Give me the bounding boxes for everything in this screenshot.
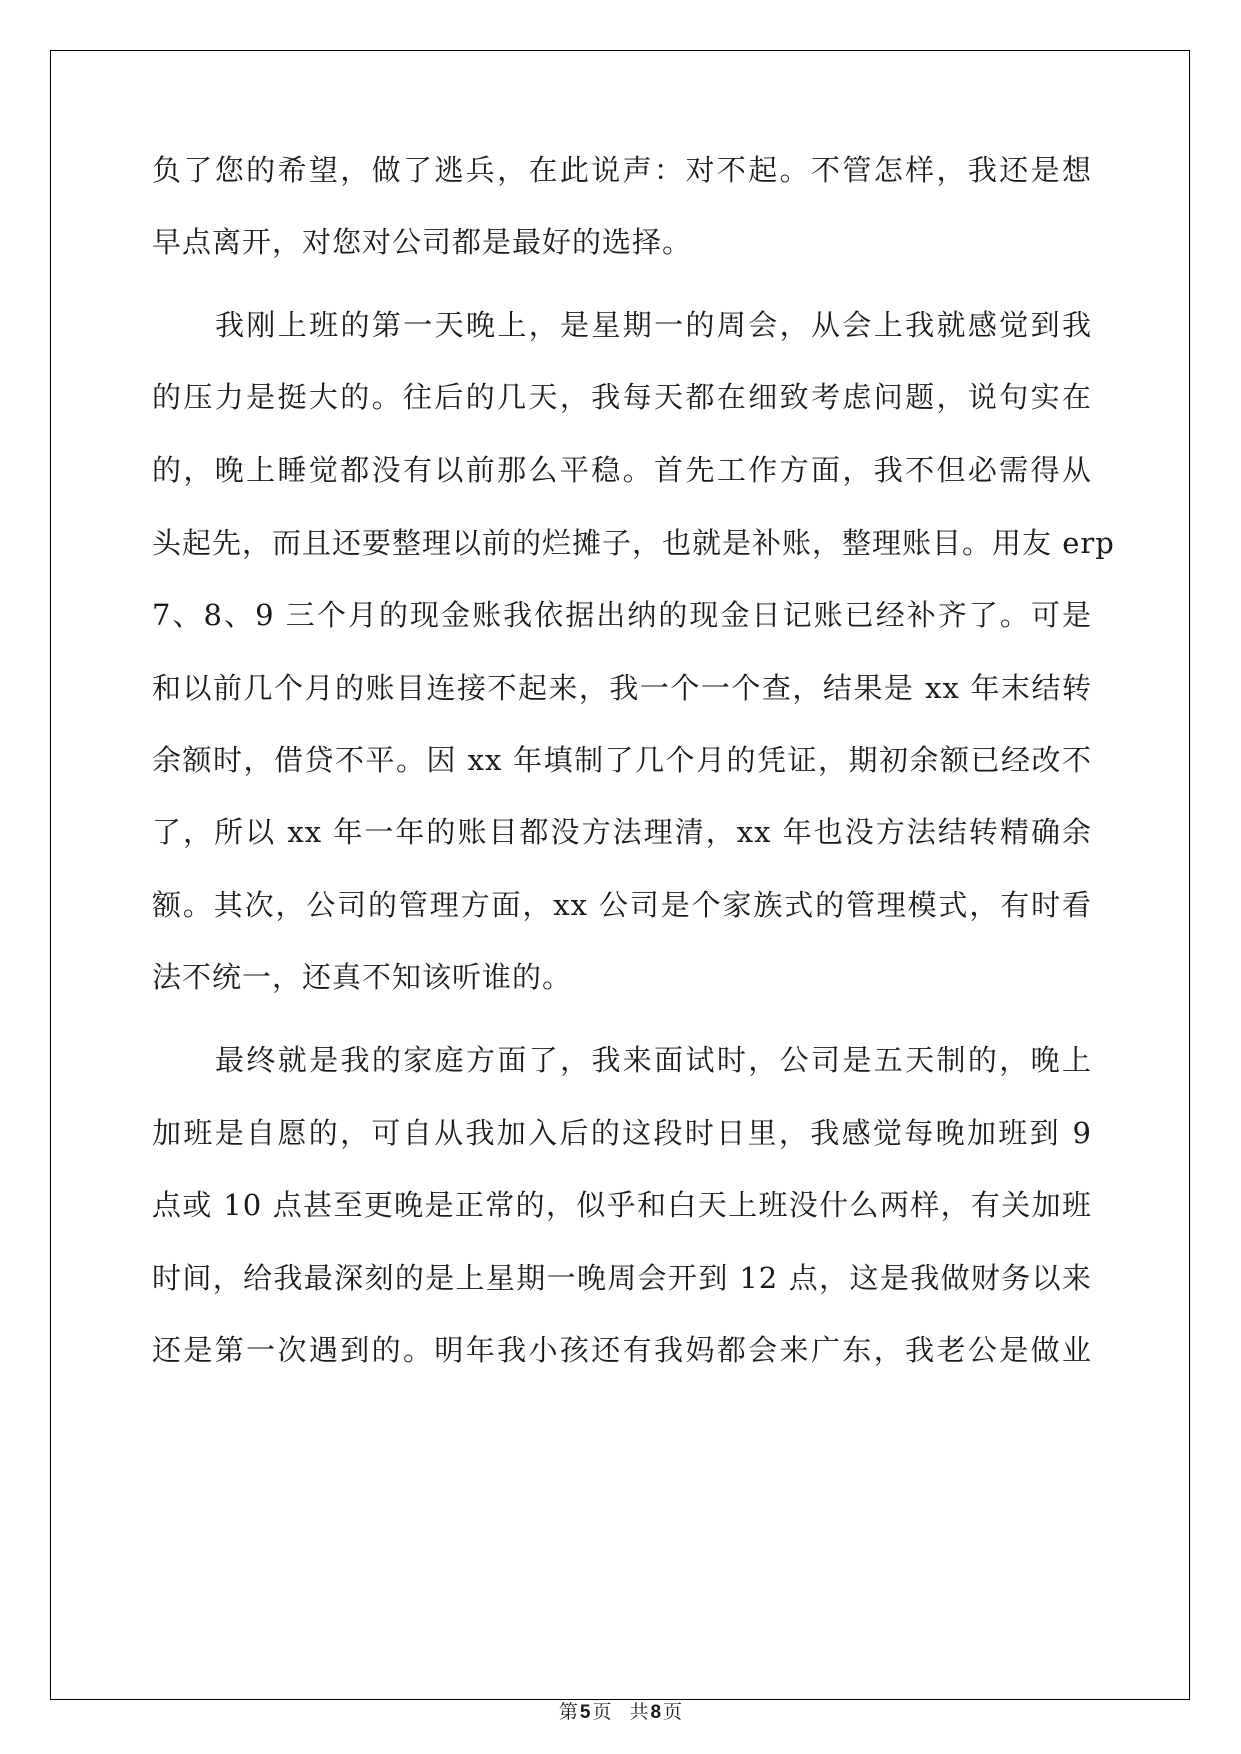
body-line: 点或 10 点甚至更晚是正常的，似乎和白天上班没什么两样，有关加班 xyxy=(152,1188,1092,1222)
body-line: 和以前几个月的账目连接不起来，我一个一个查，结果是 xx 年末结转 xyxy=(152,671,1092,705)
body-line: 加班是自愿的，可自从我加入后的这段时日里，我感觉每晚加班到 9 xyxy=(152,1116,1092,1150)
body-line: 负了您的希望，做了逃兵，在此说声：对不起。不管怎样，我还是想 xyxy=(152,153,1092,187)
body-line: 7、8、9 三个月的现金账我依据出纳的现金日记账已经补齐了。可是 xyxy=(152,598,1092,632)
footer-page-unit: 页 xyxy=(592,1701,612,1723)
page-border xyxy=(50,50,1190,1700)
body-line: 还是第一次遇到的。明年我小孩还有我妈都会来广东，我老公是做业 xyxy=(152,1333,1092,1367)
body-line: 了，所以 xx 年一年的账目都没方法理清，xx 年也没方法结转精确余 xyxy=(152,815,1092,849)
body-line: 时间，给我最深刻的是上星期一晚周会开到 12 点，这是我做财务以来 xyxy=(152,1261,1092,1295)
body-line: 早点离开，对您对公司都是最好的选择。 xyxy=(152,225,693,259)
body-line: 我刚上班的第一天晚上，是星期一的周会，从会上我就感觉到我 xyxy=(215,308,1092,342)
footer-prefix: 第 xyxy=(558,1701,578,1723)
body-line: 头起先，而且还要整理以前的烂摊子，也就是补账，整理账目。用友 erp xyxy=(152,526,1115,560)
body-line: 最终就是我的家庭方面了，我来面试时，公司是五天制的，晚上 xyxy=(215,1043,1092,1077)
body-line: 法不统一，还真不知该听谁的。 xyxy=(152,960,573,994)
body-line: 余额时，借贷不平。因 xx 年填制了几个月的凭证，期初余额已经改不 xyxy=(152,743,1092,777)
footer-total-prefix: 共 xyxy=(629,1701,649,1723)
body-line: 的压力是挺大的。往后的几天，我每天都在细致考虑问题，说句实在 xyxy=(152,380,1092,414)
footer-total-unit: 页 xyxy=(663,1701,683,1723)
total-pages-number: 8 xyxy=(650,1702,662,1723)
body-line: 的，晚上睡觉都没有以前那么平稳。首先工作方面，我不但必需得从 xyxy=(152,453,1092,487)
page-footer xyxy=(0,1700,1241,1725)
body-line: 额。其次，公司的管理方面，xx 公司是个家族式的管理模式，有时看 xyxy=(152,888,1092,922)
current-page-number: 5 xyxy=(579,1702,591,1723)
